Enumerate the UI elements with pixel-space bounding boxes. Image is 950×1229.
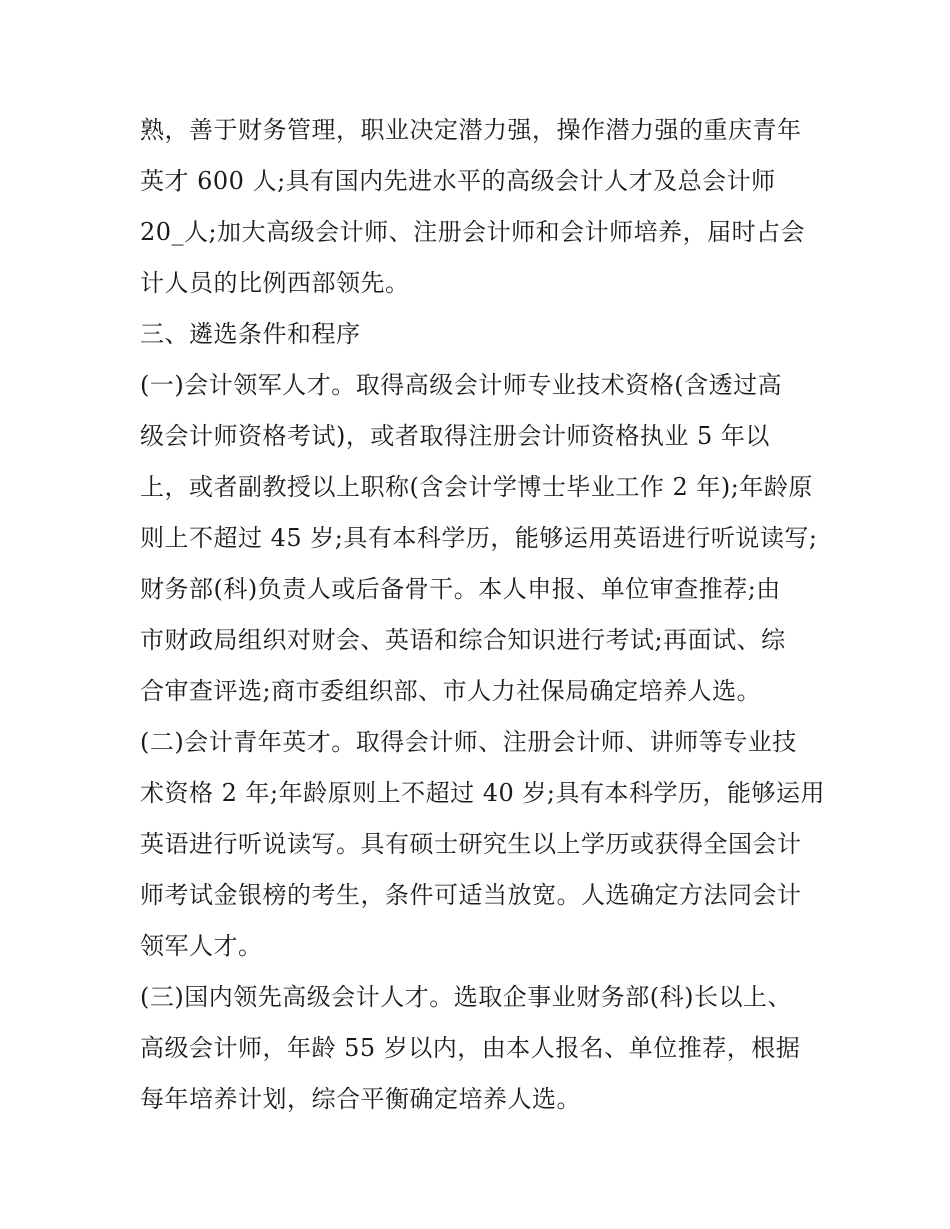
text-line: 则上不超过 45 岁;具有本科学历，能够运用英语进行听说读写; (140, 524, 818, 552)
text-line: 熟，善于财务管理，职业决定潜力强，操作潜力强的重庆青年 (140, 116, 802, 144)
text-line: 高级会计师，年龄 55 岁以内，由本人报名、单位推荐，根据 (140, 1034, 801, 1062)
text-line: (三)国内领先高级会计人才。选取企事业财务部(科)长以上、 (140, 983, 792, 1011)
text-line: 级会计师资格考试)，或者取得注册会计师资格执业 5 年以 (140, 422, 770, 450)
text-line: 英语进行听说读写。具有硕士研究生以上学历或获得全国会计 (140, 830, 802, 858)
text-line: (二)会计青年英才。取得会计师、注册会计师、讲师等专业技 (140, 728, 797, 756)
text-line: 每年培养计划，综合平衡确定培养人选。 (140, 1085, 581, 1113)
text-line: 上，或者副教授以上职称(含会计学博士毕业工作 2 年);年龄原 (140, 473, 813, 501)
text-line: 领军人才。 (140, 932, 263, 960)
section-heading: 三、遴选条件和程序 (140, 320, 361, 348)
text-line: 20_人;加大高级会计师、注册会计师和会计师培养，届时占会 (140, 218, 806, 246)
text-line: 英才 600 人;具有国内先进水平的高级会计人才及总会计师 (140, 167, 776, 195)
text-line: 计人员的比例西部领先。 (140, 269, 410, 297)
text-line: 合审查评选;商市委组织部、市人力社保局确定培养人选。 (140, 677, 762, 705)
text-line: 市财政局组织对财会、英语和综合知识进行考试;再面试、综 (140, 626, 786, 654)
text-line: 师考试金银榜的考生，条件可适当放宽。人选确定方法同会计 (140, 881, 802, 909)
text-line: 财务部(科)负责人或后备骨干。本人申报、单位审查推荐;由 (140, 575, 781, 603)
text-line: 术资格 2 年;年龄原则上不超过 40 岁;具有本科学历，能够运用 (140, 779, 825, 807)
text-line: (一)会计领军人才。取得高级会计师专业技术资格(含透过高 (140, 371, 783, 399)
